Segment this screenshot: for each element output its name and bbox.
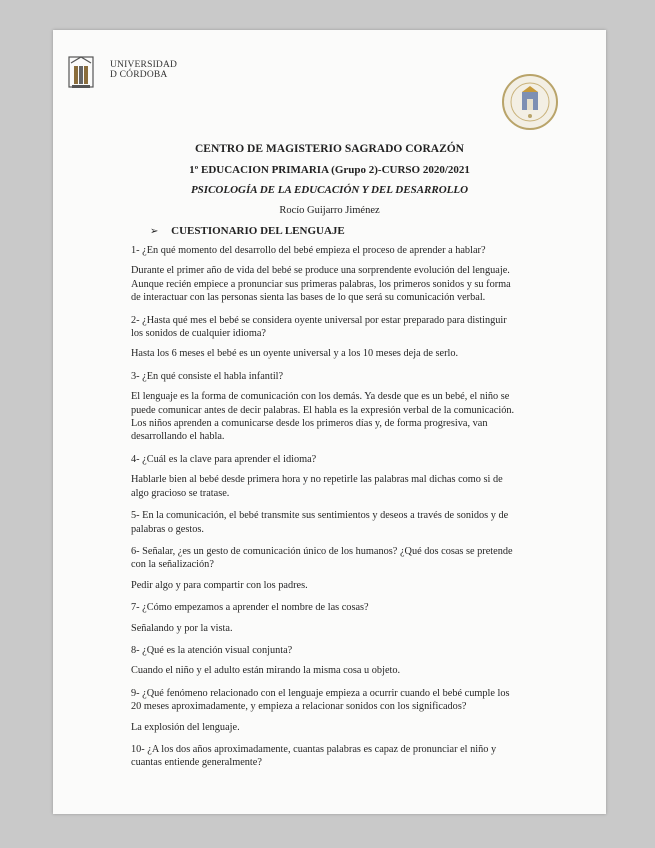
subject-line: PSICOLOGÍA DE LA EDUCACIÓN Y DEL DESARROLLO [190,184,469,196]
question-4: 4- ¿Cuál es la clave para aprender el idioma? [131,453,317,465]
question-8: 8- ¿Qué es la atención visual conjunta? [131,644,293,656]
author-name: Rocío Guijarro Jiménez [279,205,380,216]
answer-9: La explosión del lenguaje. [131,721,240,733]
answer-8: Cuando el niño y el adulto están mirando la misma cosa u objeto. [131,665,401,677]
question-10: 10- ¿A los dos años aproximadamente, cuantas palabras es capaz de pronunciar el niño y cuantas entiende generalmente? [131,743,497,769]
university-name [110,60,177,80]
answer-4: Hablarle bien al bebé desde primera hora y no repetirle las palabras mal dichas como si de algo gracioso se tratase. [131,474,503,499]
question-6: 6- Señalar, ¿es un gesto de comunicación único de los humanos? ¿Qué dos cosas se pretende con la señalización? [131,545,513,571]
questionnaire-body [131,244,516,777]
arrow-bullet-icon: ➢ [150,226,159,237]
question-2: 2- ¿Hasta qué mes el bebé se considera oyente universal por estar preparado para distinguir los sonidos de cualquier idioma? [131,314,507,340]
answer-3: El lenguaje es la forma de comunicación con los demás. Ya desde que es un bebé, el niño se puede comunicar antes de decir palabras. El habla es la expresión verbal de la comunicación. Los niños aprenden a comunicarse desde los primeros días y, de forma progresiva, van desarrollando el habla. [131,391,515,443]
answer-2: Hasta los 6 meses el bebé es un oyente universal y a los 10 meses deja de serlo. [131,348,459,360]
question-9: 9- ¿Qué fenómeno relacionado con el lenguaje empieza a ocurrir cuando el bebé cumple los 20 meses aproximadamente, y empieza a relacionar sonidos con los significados? [131,687,510,713]
university-line2: D CÓRDOBA [110,70,168,80]
course-line: 1º EDUCACION PRIMARIA (Grupo 2)-CURSO 2020/2021 [189,164,470,176]
question-7: 7- ¿Cómo empezamos a aprender el nombre de las cosas? [131,602,369,614]
section-title: CUESTIONARIO DEL LENGUAJE [171,225,345,237]
answer-6: Pedir algo y para compartir con los padres. [131,579,308,591]
school-title: CENTRO DE MAGISTERIO SAGRADO CORAZÓN [194,143,464,155]
question-3: 3- ¿En qué consiste el habla infantil? [131,370,284,382]
question-1: 1- ¿En qué momento del desarrollo del bebé empieza el proceso de aprender a hablar? [131,245,486,256]
answer-7: Señalando y por la vista. [131,622,233,634]
university-crest-icon [67,53,95,93]
question-5: 5- En la comunicación, el bebé transmite sus sentimientos y deseos a través de sonidos y de palabras o gestos. [131,510,509,535]
school-seal-icon [500,72,560,132]
university-line1: UNIVERSIDAD [110,60,178,70]
answer-1: Durante el primer año de vida del bebé se produce una sorprendente evolución del lenguaje. Aunque recién empiece a pronunciar sus primeras palabras, los primeros sonidos y su forma de interactuar con las personas sienta las bases de lo que será su comunicación verbal. [131,265,511,304]
section-heading [150,225,345,237]
